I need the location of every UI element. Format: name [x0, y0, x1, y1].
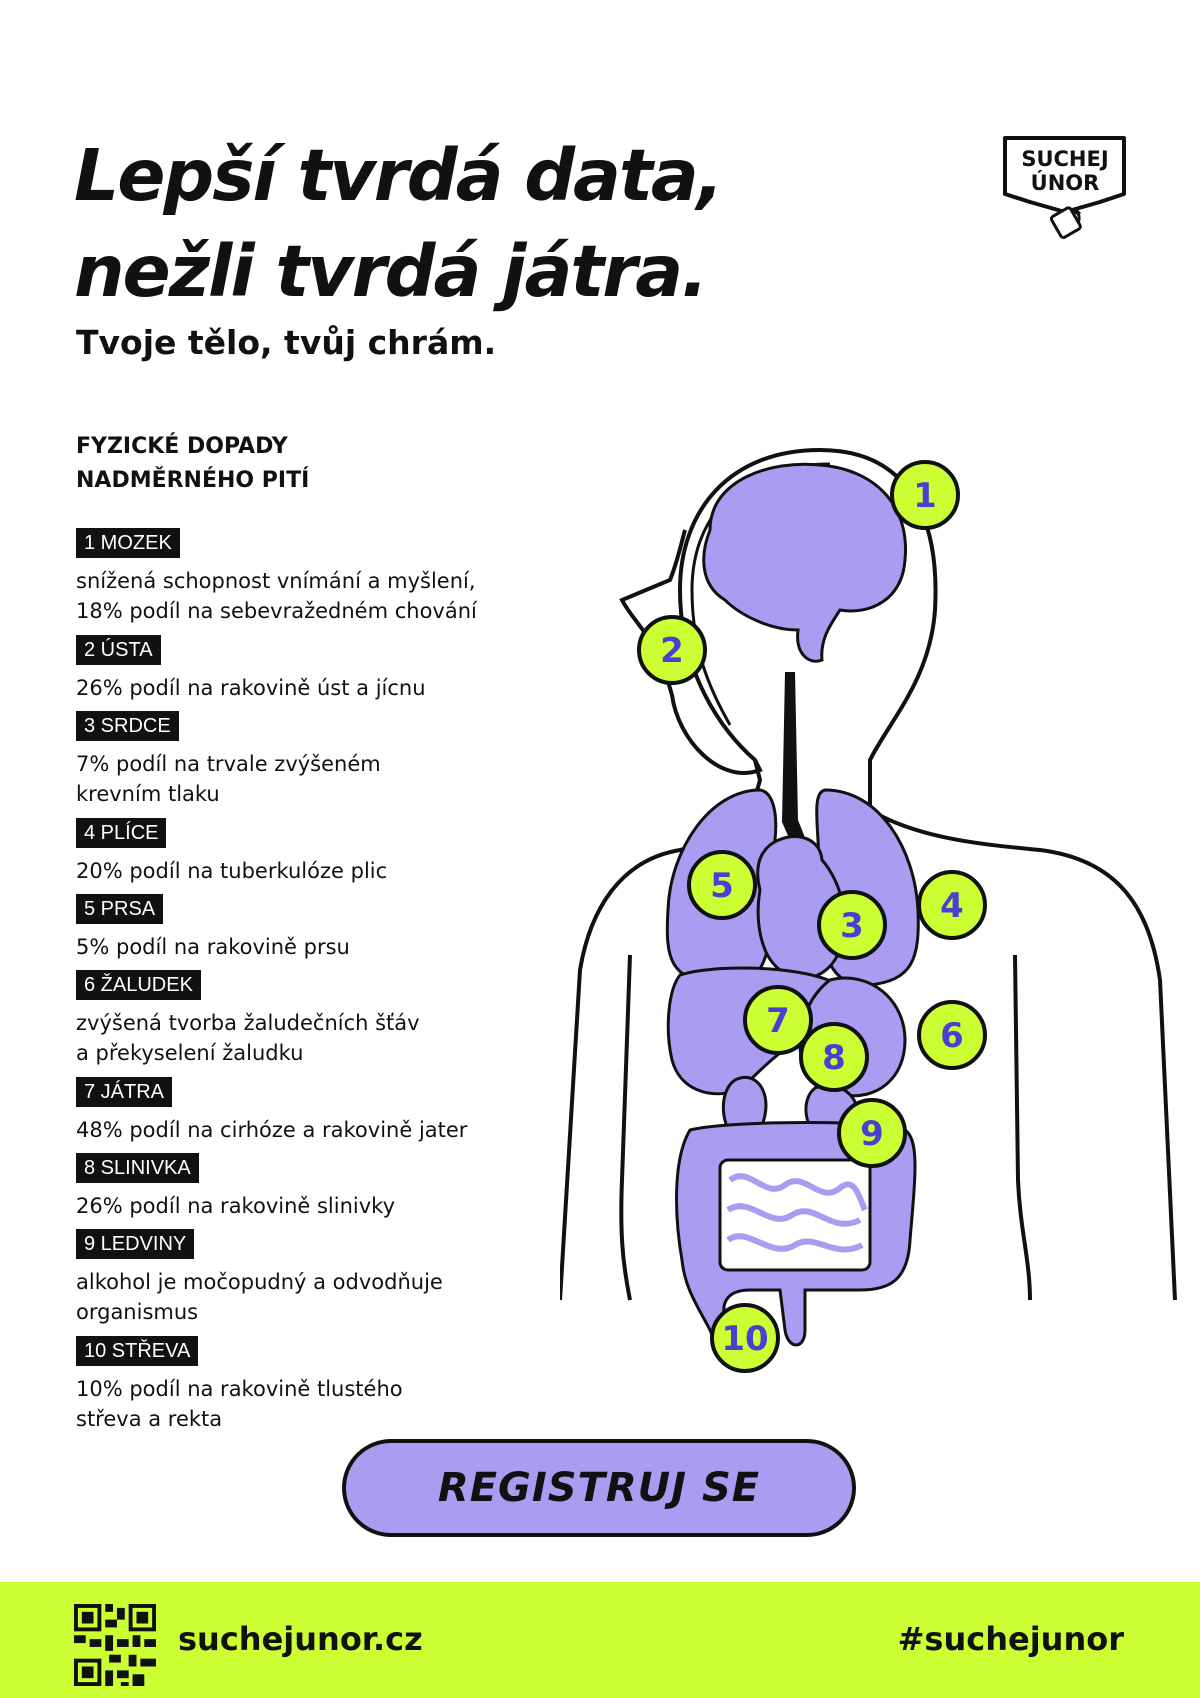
effect-text: 5% podíl na rakovině prsu: [76, 935, 350, 959]
body-illustration: [560, 440, 1200, 1420]
marker-2: [639, 617, 705, 683]
effect-label: 9 LEDVINY: [76, 1229, 194, 1259]
esophagus: [782, 672, 806, 845]
effects-list: [76, 528, 546, 1443]
effect-item-mouth: [76, 635, 546, 711]
marker-10: [712, 1305, 778, 1371]
effect-text: 10% podíl na rakovině tlustého střeva a rekta: [76, 1377, 403, 1431]
effect-label: 2 ÚSTA: [76, 635, 161, 665]
headline: [74, 128, 722, 320]
effect-label: 5 PRSA: [76, 894, 163, 924]
effect-label: 10 STŘEVA: [76, 1336, 198, 1366]
effect-text: 26% podíl na rakovině slinivky: [76, 1194, 396, 1218]
effect-item-intestines: [76, 1336, 546, 1443]
effect-item-breast: [76, 894, 546, 970]
brain-organ: [704, 464, 906, 661]
effect-label: 4 PLÍCE: [76, 818, 166, 848]
headline-line-1: Lepší tvrdá data,: [74, 134, 722, 217]
qr-code-icon[interactable]: [74, 1604, 156, 1686]
hashtag: #suchejunor: [897, 1620, 1124, 1658]
marker-4-label: 4: [940, 886, 964, 926]
effect-text: 20% podíl na tuberkulóze plic: [76, 859, 388, 883]
right-arm-inner: [1015, 955, 1030, 1300]
effect-item-liver: [76, 1077, 546, 1153]
marker-1: [892, 462, 958, 528]
logo-line-2: ÚNOR: [1030, 171, 1100, 195]
effect-text: snížená schopnost vnímání a myšlení, 18% podíl na sebevražedném chování: [76, 569, 477, 623]
effect-text: 48% podíl na cirhóze a rakovině jater: [76, 1118, 468, 1142]
register-button[interactable]: REGISTRUJ SE: [342, 1439, 856, 1537]
marker-3-label: 3: [840, 906, 864, 946]
marker-1-label: 1: [913, 476, 937, 516]
section-title-line-2: NADMĚRNÉHO PITÍ: [76, 468, 310, 493]
marker-9: [839, 1100, 905, 1166]
marker-3: [819, 892, 885, 958]
effect-item-stomach: [76, 970, 546, 1077]
marker-5: [689, 852, 755, 918]
effect-item-lungs: [76, 818, 546, 894]
marker-8-label: 8: [822, 1038, 846, 1078]
marker-7: [745, 987, 811, 1053]
marker-4: [919, 872, 985, 938]
suchej-unor-logo: [1000, 132, 1130, 250]
marker-9-label: 9: [860, 1114, 884, 1154]
marker-6-label: 6: [940, 1016, 964, 1056]
marker-5-label: 5: [710, 866, 734, 906]
effect-item-heart: [76, 711, 546, 818]
marker-10-label: 10: [721, 1319, 769, 1359]
effect-label: 7 JÁTRA: [76, 1077, 172, 1107]
footer: [0, 1582, 1200, 1698]
subtitle: Tvoje tělo, tvůj chrám.: [76, 323, 497, 362]
marker-8: [801, 1024, 867, 1090]
headline-line-2: nežli tvrdá játra.: [74, 230, 707, 313]
effect-item-kidneys: [76, 1229, 546, 1336]
effect-item-brain: [76, 528, 546, 635]
effect-text: zvýšená tvorba žaludečních šťáv a překyselení žaludku: [76, 1011, 420, 1065]
marker-2-label: 2: [660, 631, 684, 671]
website-link[interactable]: suchejunor.cz: [178, 1620, 423, 1658]
effect-text: 7% podíl na trvale zvýšeném krevním tlaku: [76, 752, 381, 806]
effect-text: 26% podíl na rakovině úst a jícnu: [76, 676, 426, 700]
section-title: [76, 430, 309, 498]
effect-label: 1 MOZEK: [76, 528, 180, 558]
marker-7-label: 7: [766, 1001, 790, 1041]
marker-6: [919, 1002, 985, 1068]
effect-item-pancreas: [76, 1153, 546, 1229]
logo-line-1: SUCHEJ: [1021, 147, 1109, 171]
effect-label: 3 SRDCE: [76, 711, 179, 741]
effect-label: 8 SLINIVKA: [76, 1153, 199, 1183]
section-title-line-1: FYZICKÉ DOPADY: [76, 434, 288, 459]
effect-label: 6 ŽALUDEK: [76, 970, 201, 1000]
left-arm-inner: [621, 955, 630, 1300]
effect-text: alkohol je močopudný a odvodňuje organismus: [76, 1270, 443, 1324]
